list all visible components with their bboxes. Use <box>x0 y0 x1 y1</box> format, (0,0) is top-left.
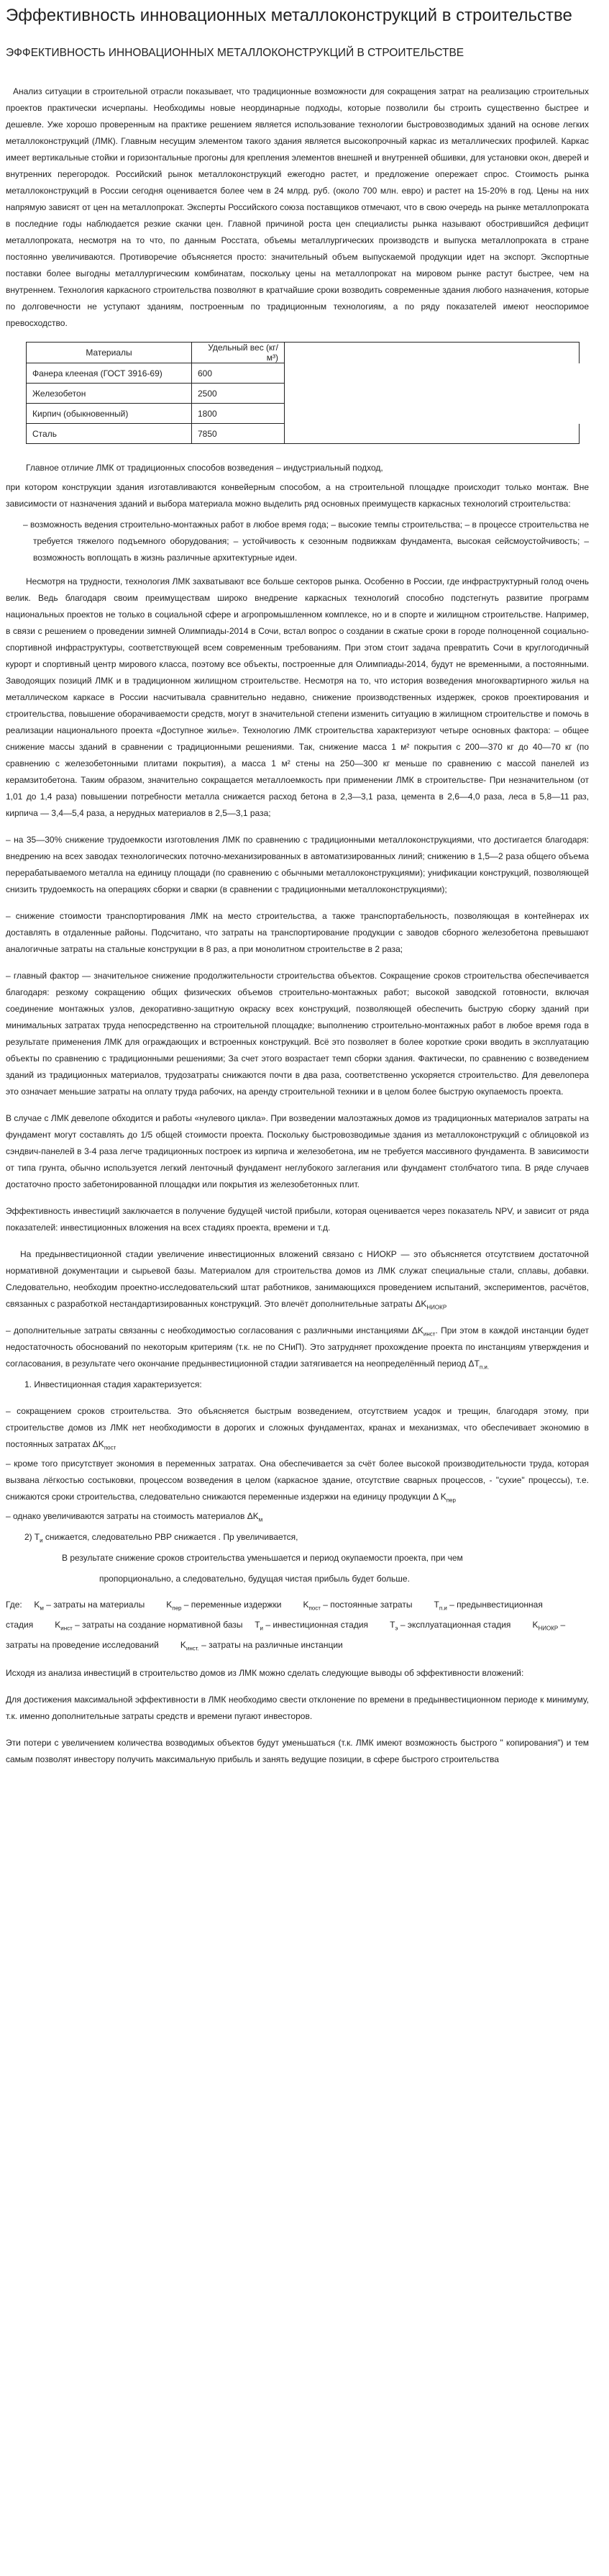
legend-item: $K_{пост}$ – постоянные затраты <box>303 1600 413 1612</box>
investment-stage-paragraph-2: – кроме того присутствует экономия в переменных затратах. Она обеспечивается за счёт более высокой производительности труда, которая вызвана лёгкостью состыковки, процессом возведения в целом (каркасное здание, отсутствие сварных процессов, - "сухие" процессы), т.е. снижаются сроки строительства, следовательно снижаются переменные издержки на единицу продукции Δ $K_{пер}$ <box>6 1459 589 1504</box>
table-header-weight: Удельный вес (кг/м³) <box>192 343 285 363</box>
transport-paragraph: – снижение стоимости транспортирования ЛМК на место строительства, а также транспортабельность, позволяющая в контейнерах их доставлять в отдаленные районы. Подсчитано, что затраты на транспортирование продукции с заводов сборного железобетона превышают аналогичные затраты на стальные конструкции в 8 раз, а при монолитном строительстве в 2 раза; <box>6 911 589 954</box>
table-row <box>27 384 580 404</box>
main-difference-line: Главное отличие ЛМК от традиционных способов возведения – индустриальный подход, <box>26 463 383 473</box>
table-cell-weight: 600 <box>192 363 285 384</box>
legend-item: $K_{инст.}$ – затраты на различные инстанции <box>180 1640 343 1652</box>
legend-item: $K_{НИОКР}$ – затраты на проведение исследований <box>6 1620 566 1650</box>
table-cell-weight: 2500 <box>192 384 285 404</box>
table-cell-material: Сталь <box>27 424 192 444</box>
instances-paragraph: – дополнительные затраты связанны с необходимостью согласования с различными инстанциями $\Delta K_{инст}$. При этом в каждой инстанции будет недостаточность обоснований по некоторым критериям (т.к. не по СНиП). Это затрудняет прохождение проекта по инстанциям утверждения и согласования, в результате чего окончание предынвестиционной стадии затягивается на неопределённый период $\Delta T_{п.и.}$ <box>6 1325 589 1371</box>
preinvestment-paragraph: На предынвестиционной стадии увеличение инвестиционных вложений связано с НИОКР — это объясняется отсутствием достаточной нормативной документации и сырьевой базы. Материалом для строительства домов из ЛМК служат специальные стали, сплавы, добавки. Следовательно, необходим проектно-исследовательский штат работников, занимающихся проведением испытаний, экспериментов, расчётов, связанных с разработкой нестандартизированных конструкций. Это влечёт дополнительные затраты $\Delta K_{НИОКР}$ <box>6 1249 589 1311</box>
conclusion-paragraph-3: Эти потери с увеличением количества возводимых объектов будут уменьшаться (т.к. ЛМК имеют возможность быстрого " копирования") и тем самым позволят инвестору получить максимальную прибыль и занять ведущие позиции, в сфере быстрого строительства <box>6 1738 589 1764</box>
table-row <box>27 363 580 384</box>
table-empty-cell <box>285 384 580 404</box>
table-empty-cell <box>285 404 580 424</box>
table-cell-material: Кирпич (обыкновенный) <box>27 404 192 424</box>
table-row <box>27 404 580 424</box>
result-text-2: пропорционально, а следовательно, будущая чистая прибыль будет больше. <box>99 1574 410 1584</box>
table-empty-cell <box>285 363 580 384</box>
table-cell-material: Железобетон <box>27 384 192 404</box>
conclusion-paragraph-2: Для достижения максимальной эффективности в ЛМК необходимо свести отклонение по времени в предынвестиционном периоде к минимуму, т.к. именно дополнительные затраты средств и времени пугают инвесторов. <box>6 1695 589 1721</box>
table-cell-weight: 1800 <box>192 404 285 424</box>
legend-item: $K_м$ – затраты на материалы <box>34 1600 145 1612</box>
efficiency-paragraph: Эффективность инвестиций заключается в получение будущей чистой прибыли, которая оценивается через показатель NPV, и зависит от ряда показателей: инвестиционных вложения на всех стадиях проекта, времени и т.д. <box>6 1206 589 1233</box>
legend-block <box>6 1595 589 1655</box>
legend-item: $T_э$ – эксплуатационная стадия <box>390 1620 511 1632</box>
table-empty-cell <box>285 424 580 444</box>
table-empty-cell <box>285 343 580 363</box>
labor-paragraph: – на 35—30% снижение трудоемкости изготовления ЛМК по сравнению с традиционными металлоконструкциями, что достигается благодаря: внедрению на всех заводах технологических поточно-механизированных в автоматизированных линий; снижению в 1,5—2 раза общего объема перерабатываемого металла на единицу площади (по сравнению с обычными металлоконструкциями); унификации конструкций, позволяющей снизить трудоемкость на операциях сборки и сварки (в сравнении с традиционными металлоконструкциями); <box>6 835 589 894</box>
table-cell-material: Фанера клееная (ГОСТ 3916-69) <box>27 363 192 384</box>
list-item: – возможность ведения строительно-монтажных работ в любое время года; – высокие темпы строительства; – в процессе строительства не требуется тяжелого подъемного оборудования; – устойчивость к сезонным подвижкам фундамента, высокая сейсмоустойчивость; – возможность воплощать в жизнь различные архитектурные идеи. <box>23 520 589 563</box>
conclusion-paragraph-1: Исходя из анализа инвестиций в строительство домов из ЛМК можно сделать следующие выводы об эффективности вложений: <box>6 1668 524 1678</box>
legend-item: $T_{п.и}$ – предынвестиционная стадия <box>6 1600 543 1630</box>
legend-item: $K_{инст}$ – затраты на создание нормативной базы <box>55 1620 243 1632</box>
table-header-materials: Материалы <box>27 343 192 363</box>
result-text-1: В результате снижение сроков строительства уменьшается и период окупаемости проекта, при чем <box>62 1553 463 1563</box>
legend-label: Где: <box>6 1600 32 1610</box>
numbered-item-2: 2) $T_и$ снижается, следовательно PBP снижается . Пр увеличивается, <box>24 1532 298 1544</box>
main-difference-paragraph: при котором конструкции здания изготавливаются конвейерным способом, а на строительной площадке происходит только монтаж. Вне зависимости от назначения зданий и выбора материала можно выделить ряд основных преимуществ каркасных технологий строительства: <box>6 482 589 509</box>
table-row <box>27 424 580 444</box>
legend-item: $T_и$ – инвестиционная стадия <box>255 1620 369 1632</box>
main-factor-paragraph: – главный фактор — значительное снижение продолжительности строительства объектов. Сокращение сроков строительства обеспечивается благодаря: резкому сокращению общих физических объемов строительно-монтажных работ; высокой заводской готовности, включая соединение монтажных узлов, декоративно-защитную окраску всех конструкций, позволяющей обеспечить быструю сборку зданий при минимальных затратах труда непосредственно на строительной площадке; выполнению строительно-монтажных работ в любое время года в результате применения ЛМК для ограждающих и встроенных конструкций. Всё это позволяет в более короткие сроки вводить в эксплуатацию объекты по сравнению с традиционными решениями; За счет этого возрастает темп сборки здания. Фактически, по сравнению с возведением зданий из традиционных материалов, трудозатраты снижаются почти в два раза, соответственно ускоряется строительство. Для девелопера это означает меньшие затраты на оплату труда рабочих, на аренду строительной техники и в целом более быструю окупаемость проекта. <box>6 971 589 1097</box>
investment-stage-paragraph-3: – однако увеличиваются затраты на стоимость материалов $\Delta K_м$ <box>6 1511 263 1523</box>
legend-item: $K_{пер}$ – переменные издержки <box>166 1600 282 1612</box>
page-title: Эффективность инновационных металлоконструкций в строительстве <box>6 6 572 25</box>
intro-paragraph: Анализ ситуации в строительной отрасли показывает, что традиционные возможности для сокращения затрат на реализацию строительных проектов практически исчерпаны. Необходимы новые неординарные подходы, которые позволили бы строить существенно быстрее и дешевле. Уже хорошо проверенным на практике решением является использование технологии быстровозводимых зданий на основе легких металлоконструкций (ЛМК). Главным несущим элементом такого здания является высокопрочный каркас из металлических профилей. Каркас имеет вертикальные стойки и горизонтальные прогоны для крепления элементов внешней и внутренней обшивки, для установки окон, дверей и внутренних перегородок. Российский рынок металлоконструкций ежегодно растет, и предложение опережает спрос. Стоимость рынка металлоконструкций в России сегодня оценивается более чем в 24 млрд. руб. (около 700 млн. евро) и растет на 15-20% в год. Цены на них напрямую зависят от цен на металлопрокат. Эксперты Российского союза поставщиков отмечают, что в свою очередь на рынке металлопроката в последние годы наблюдается резкие скачки цен. Главной причиной роста цен специалисты рынка называют обострившийся дефицит металлопроката, несмотря на то что, по данным Росстата, объемы металлургических производств и выпуска металлопроката в стране постоянно увеличиваются. Противоречие объясняется просто: значительный объем выпускаемой продукции идет на экспорт. Экспортные поставки более выгодны металлургическим комбинатам, поскольку цены на металлопрокат на мировом рынке растут быстрее, чем на внутреннем. Технология каркасного строительства позволяют в кратчайшие сроки возводить современные здания любого назначения, которые по долговечности не уступают зданиям, построенным по традиционным технологиям, а по ряду показателей имеют неоспоримое превосходство. <box>6 86 589 328</box>
article-heading: ЭФФЕКТИВНОСТЬ ИННОВАЦИОННЫХ МЕТАЛЛОКОНСТРУКЦИЙ В СТРОИТЕЛЬСТВЕ <box>6 47 464 59</box>
numbered-item-1: 1. Инвестиционная стадия характеризуется: <box>24 1379 202 1389</box>
difficulties-paragraph: Несмотря на трудности, технология ЛМК захватывают все больше секторов рынка. Особенно в России, где инфраструктурный голод очень велик. Ведь благодаря своим преимуществам широко внедрение каркасных технологий способно подстегнуть развитие программ национальных проектов не только в социальной сфере и агропромышленном комплексе, но и в спорте и жилищном строительстве. Например, в связи с решением о проведении зимней Олимпиады-2014 в Сочи, встал вопрос о создании в сжатые сроки в городе полноценной социально-спортивной инфраструктуры, соответствующей всем современным требованиям. При этом стоит задача превратить Сочи в круглогодичный курорт и спортивный центр мирового класса, поэтому все объекты, построенные для Олимпиады-2014, будут не временными, а постоянными. Заводоящих позиций ЛМК и в традиционном жилищном строительстве. Несмотря на то, что история возведения многоквартирного жилья на металлическом каркасе в России насчитывала сравнительно недавно, снижение производственных издержек, сроков проектирования и строительства, повышение оборачиваемости средств, могут в значительной степени изменить ситуацию в жилищном строительстве и помочь в реализации национального проекта «Доступное жилье». Технологию ЛМК строительства характеризуют четыре основных фактора: – общее снижение массы зданий в сравнении с традиционными решениями. Так, снижение масса 1 м² покрытия с 200—370 кг до 40—70 кг (по сравнению с железобетонными плитами покрытия), а масса 1 м² стены на 250—300 кг меньше по сравнению с массой панелей из керамзитобетона. Таким образом, значительно сокращается металлоемкость при применении ЛМК в строительстве- При незначительном (от 1,01 до 1,4 раза) повышении потребности металла снижается расход бетона в 2,3—3,1 раза, цемента в 2,6—4,0 раза, леса в 5,8—11 раз, кирпича — 3,4—5,4 раза, а нерудных материалов в 2,5—3,1 раза; <box>6 576 589 818</box>
investment-stage-paragraph-1: – сокращением сроков строительства. Это объясняется быстрым возведением, отсутствием усадок и трещин, благодаря этому, при строительстве домов из ЛМК нет необходимости в дорогих и сложных фундаментах, кранах и механизмах, что обеспечивает экономию в постоянных затратах $\Delta K_{пост}$ <box>6 1406 589 1451</box>
materials-table <box>26 342 580 444</box>
zero-cycle-paragraph: В случае с ЛМК девелопе обходится и работы «нулевого цикла». При возведении малоэтажных домов из традиционных материалов затраты на фундамент могут составлять до 1/5 общей стоимости проекта. Поскольку быстровозводимые здания из металлоконструкций с облицовкой из сэндвич-панелей в 3-4 раза легче традиционных построек из кирпича и железобетона, им не требуется массивного фундамента. В зависимости от типа грунта, обычно используется легкий ленточный фундамент неглубокого заглегания или фундамент столбчатого типа. В ряде случаев достаточно просто забетонированной площадки или покрытия из железобетонных плит. <box>6 1113 589 1189</box>
table-cell-weight: 7850 <box>192 424 285 444</box>
advantages-list <box>23 517 589 566</box>
table-header-row <box>27 343 580 363</box>
